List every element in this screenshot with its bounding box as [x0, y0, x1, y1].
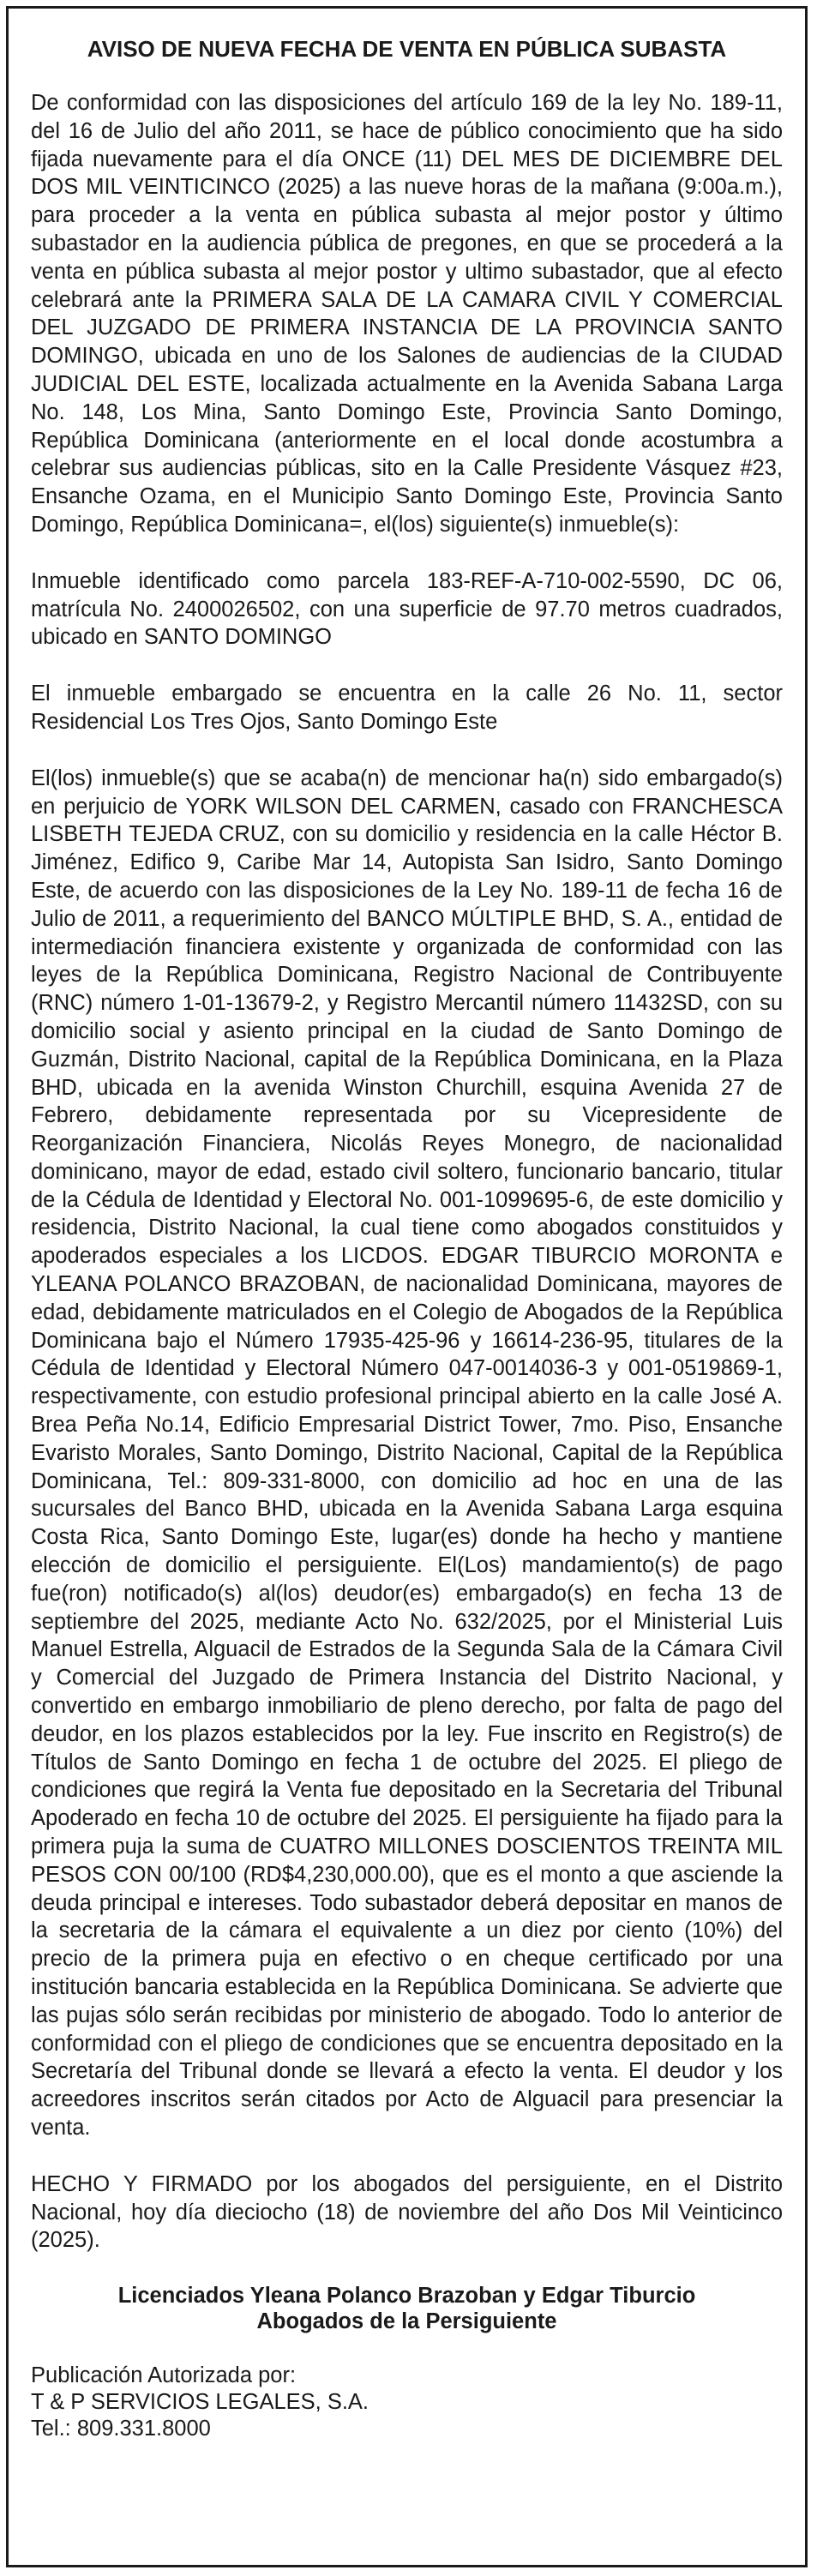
legal-notice [6, 6, 808, 2567]
signature-role: Abogados de la Persiguiente [256, 2309, 557, 2334]
paragraph-property-id: Inmueble identificado como parcela 183-REF-A-710-002-5590, DC 06, matrícula No. 2400026502, con una superficie de 97.70 metros cuadrados, ubicado en SANTO DOMINGO [31, 568, 783, 650]
paragraph-property-location: El inmueble embargado se encuentra en la calle 26 No. 11, sector Residencial Los Tres Ojos, Santo Domingo Este [31, 682, 783, 734]
publication-phone: Tel.: 809.331.8000 [31, 2417, 211, 2441]
signature-block [31, 2283, 783, 2334]
publication-company: T & P SERVICIOS LEGALES, S.A. [31, 2390, 369, 2415]
publication-block [31, 2363, 783, 2442]
publication-label: Publicación Autorizada por: [31, 2363, 297, 2388]
notice-title: AVISO DE NUEVA FECHA DE VENTA EN PÚBLICA SUBASTA [87, 36, 727, 62]
signature-names: Licenciados Yleana Polanco Brazoban y Edgar Tiburcio [117, 2284, 696, 2309]
paragraph-seizure-details: El(los) inmueble(s) que se acaba(n) de mencionar ha(n) sido embargado(s) en perjuicio de YORK WILSON DEL CARMEN, casado con FRANCHESCA LISBETH TEJEDA CRUZ, con su domicilio y residencia en la calle Héctor B. Jiménez, Edifico 9, Caribe Mar 14, Autopista San Isidro, Santo Domingo Este, de acuerdo con las disposiciones de la Ley No. 189-11 de fecha 16 de Julio de 2011, a requerimiento del BANCO MÚLTIPLE BHD, S. A., entidad de intermediación financiera existente y organizada de conformidad con las leyes de la República Dominicana, Registro Nacional de Contribuyente (RNC) número 1-01-13679-2, y Registro Mercantil número 11432SD, con su domicilio social y asiento principal en la ciudad de Santo Domingo de Guzmán, Distrito Nacional, capital de la República Dominicana, en la Plaza BHD, ubicada en la avenida Winston Churchill, esquina Avenida 27 de Febrero, debidamente representada por su Vicepresidente de Reorganización Financiera, Nicolás Reyes Monegro, de nacionalidad dominicano, mayor de edad, estado civil soltero, funcionario bancario, titular de la Cédula de Identidad y Electoral No. 001-1099695-6, de este domicilio y residencia, Distrito Nacional, la cual tiene como abogados constituidos y apoderados especiales a los LICDOS. EDGAR TIBURCIO MORONTA e YLEANA POLANCO BRAZOBAN, de nacionalidad Dominicana, mayores de edad, debidamente matriculados en el Colegio de Abogados de la República Dominicana bajo el Número 17935-425-96 y 16614-236-95, titulares de la Cédula de Identidad y Electoral Número 047-0014036-3 y 001-0519869-1, respectivamente, con estudio profesional principal abierto en la calle José A. Brea Peña No.14, Edificio Empresarial District Tower, 7mo. Piso, Ensanche Evaristo Morales, Santo Domingo, Distrito Nacional, Capital de la República Dominicana, Tel.: 809-331-8000, con domicilio ad hoc en una de las sucursales del Banco BHD, ubicada en la Avenida Sabana Larga esquina Costa Rica, Santo Domingo Este, lugar(es) donde ha hecho y mantiene elección de domicilio el persiguiente. El(Los) mandamiento(s) de pago fue(ron) notificado(s) al(los) deudor(es) embargado(s) en fecha 13 de septiembre del 2025, mediante Acto No. 632/2025, por el Ministerial Luis Manuel Estrella, Alguacil de Estrados de la Segunda Sala de la Cámara Civil y Comercial del Juzgado de Primera Instancia del Distrito Nacional, y convertido en embargo inmobiliario de pleno derecho, por falta de pago del deudor, en los plazos establecidos por la ley. Fue inscrito en Registro(s) de Títulos de Santo Domingo en fecha 1 de octubre del 2025. El pliego de condiciones que regirá la Venta fue depositado en la Secretaria del Tribunal Apoderado en fecha 10 de octubre del 2025. El persiguiente ha fijado para la primera puja la suma de CUATRO MILLONES DOSCIENTOS TREINTA MIL PESOS CON 00/100 (RD$4,230,000.00), que es el monto a que asciende la deuda principal e intereses. Todo subastador deberá depositar en manos de la secretaria de la cámara el equivalente a un diez por ciento (10%) del precio de la primera puja en efectivo o en cheque certificado por una institución bancaria establecida en la República Dominicana. Se advierte que las pujas sólo serán recibidas por ministerio de abogado. Todo lo anterior de conformidad con el pliego de condiciones que se encuentra depositado en la Secretaría del Tribunal donde se llevará a efecto la venta. El deudor y los acreedores inscritos serán citados por Acto de Alguacil para presenciar la venta. [31, 766, 783, 2140]
paragraph-signed: HECHO Y FIRMADO por los abogados del persiguiente, en el Distrito Nacional, hoy día dieciocho (18) de noviembre del año Dos Mil Veinticinco (2025). [31, 2171, 783, 2253]
paragraph-auction-date: De conformidad con las disposiciones del artículo 169 de la ley No. 189-11, del 16 de Julio del año 2011, se hace de público conocimiento que ha sido fijada nuevamente para el día ONCE (11) DEL MES DE DICIEMBRE DEL DOS MIL VEINTICINCO (2025) a las nueve horas de la mañana (9:00a.m.), para proceder a la venta en pública subasta al mejor postor y último subastador en la audiencia pública de pregones, en que se procederá a la venta en pública subasta al mejor postor y ultimo subastador, que al efecto celebrará ante la PRIMERA SALA DE LA CAMARA CIVIL Y COMERCIAL DEL JUZGADO DE PRIMERA INSTANCIA DE LA PROVINCIA SANTO DOMINGO, ubicada en uno de los Salones de audiencias de la CIUDAD JUDICIAL DEL ESTE, localizada actualmente en la Avenida Sabana Larga No. 148, Los Mina, Santo Domingo Este, Provincia Santo Domingo, República Dominicana (anteriormente en el local donde acostumbra a celebrar sus audiencias públicas, sito en la Calle Presidente Vásquez #23, Ensanche Ozama, en el Municipio Santo Domingo Este, Provincia Santo Domingo, República Dominicana=, el(los) siguiente(s) inmueble(s): [31, 91, 783, 537]
